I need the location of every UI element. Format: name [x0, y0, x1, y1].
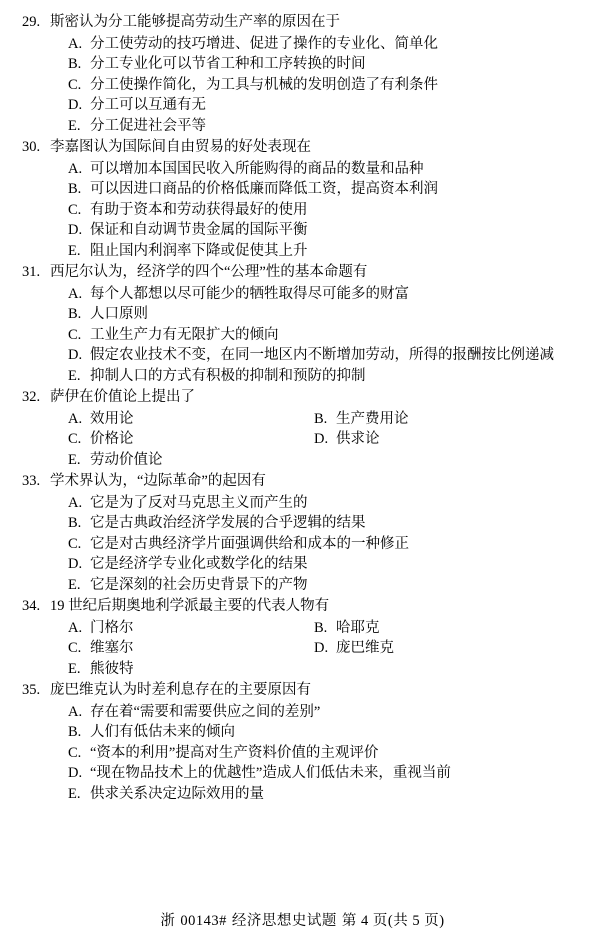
- option-text: 分工专业化可以节省工种和工序转换的时间: [90, 56, 366, 72]
- option-row: [22, 409, 583, 430]
- question-29: [22, 12, 583, 136]
- option-text: 分工可以互通有无: [90, 97, 206, 113]
- option-text: 价格论: [90, 431, 134, 447]
- option-text: 工业生产力有无限扩大的倾向: [90, 326, 279, 343]
- option-row: [22, 284, 583, 305]
- option-label: E.: [68, 451, 81, 468]
- question-number: 34.: [22, 598, 41, 614]
- option-label: A.: [68, 410, 83, 427]
- option-label: A.: [68, 494, 83, 511]
- option-b[interactable]: [68, 722, 235, 743]
- option-e[interactable]: [68, 366, 366, 387]
- option-row: [22, 75, 583, 96]
- option-text: 有助于资本和劳动获得最好的使用: [90, 201, 308, 218]
- option-b[interactable]: [314, 409, 583, 430]
- option-label: E.: [68, 660, 81, 677]
- option-d[interactable]: [314, 638, 583, 659]
- question-34: [22, 596, 583, 679]
- option-d[interactable]: [68, 220, 308, 241]
- option-label: A.: [68, 285, 83, 302]
- option-text: 效用论: [90, 410, 134, 427]
- option-row: [22, 784, 583, 805]
- option-list: [22, 618, 583, 680]
- option-text: 可以增加本国国民收入所能购得的商品的数量和品种: [90, 160, 424, 177]
- question-text: 西尼尔认为，经济学的四个“公理”性的基本命题有: [50, 264, 368, 280]
- question-text: 学术界认为，“边际革命”的起因有: [50, 473, 266, 489]
- option-label: D.: [314, 431, 329, 447]
- footer-province: 浙: [160, 913, 176, 929]
- option-text: 生产费用论: [336, 410, 409, 427]
- option-row: [22, 241, 583, 262]
- option-c[interactable]: [68, 429, 314, 450]
- option-row: [22, 325, 583, 346]
- option-list: [22, 702, 583, 805]
- option-row: [22, 429, 583, 450]
- option-c[interactable]: [68, 638, 314, 659]
- option-d[interactable]: [68, 95, 206, 116]
- option-text: 假定农业技术不变，在同一地区内不断增加劳动，所得的报酬按比例递减: [90, 347, 554, 363]
- option-text: 人们有低估未来的倾向: [90, 724, 235, 740]
- option-row: [22, 54, 583, 75]
- option-text: 它是经济学专业化或数学化的结果: [90, 556, 308, 572]
- question-text: 庞巴维克认为时差利息存在的主要原因有: [50, 682, 311, 698]
- option-label: B.: [314, 619, 328, 636]
- question-stem: [22, 137, 583, 158]
- option-text: “资本的利用”提高对生产资料价值的主观评价: [90, 744, 379, 761]
- option-text: 每个人都想以尽可能少的牺牲取得尽可能多的财富: [90, 285, 409, 302]
- question-stem: [22, 680, 583, 701]
- option-text: 可以因进口商品的价格低廉而降低工资，提高资本利润: [90, 181, 438, 197]
- option-list: [22, 159, 583, 262]
- option-a[interactable]: [68, 159, 424, 180]
- option-text: 供求关系决定边际效用的量: [90, 785, 264, 802]
- option-c[interactable]: [68, 534, 409, 555]
- option-text: 庞巴维克: [336, 640, 394, 656]
- option-text: 门格尔: [90, 619, 134, 636]
- option-text: 它是为了反对马克思主义而产生的: [90, 494, 308, 511]
- option-row: [22, 200, 583, 221]
- option-text: 分工使劳动的技巧增进、促进了操作的专业化、简单化: [90, 35, 438, 52]
- footer-course-code: 00143: [180, 913, 220, 929]
- option-row: [22, 702, 583, 723]
- option-b[interactable]: [68, 304, 148, 325]
- option-row: [22, 493, 583, 514]
- option-label: C.: [68, 201, 82, 218]
- footer-pagination: 第 4 页(共 5 页): [341, 913, 445, 929]
- option-label: E.: [68, 117, 81, 134]
- option-row: [22, 116, 583, 137]
- option-row: [22, 366, 583, 387]
- option-a[interactable]: [68, 34, 438, 55]
- option-c[interactable]: [68, 75, 438, 96]
- option-text: 它是古典政治经济学发展的合乎逻辑的结果: [90, 515, 366, 531]
- option-list: [22, 409, 583, 471]
- option-b[interactable]: [68, 179, 438, 200]
- option-row: [22, 554, 583, 575]
- option-e[interactable]: [68, 241, 308, 262]
- option-text: “现在物品技术上的优越性”造成人们低估未来，重视当前: [90, 765, 451, 781]
- option-row: [22, 534, 583, 555]
- option-text: 它是深刻的社会历史背景下的产物: [90, 576, 308, 593]
- option-label: E.: [68, 367, 81, 384]
- option-text: 哈耶克: [336, 619, 380, 636]
- question-stem: [22, 12, 583, 33]
- option-e[interactable]: [68, 659, 314, 680]
- question-number: 29.: [22, 14, 41, 30]
- option-label: E.: [68, 242, 81, 259]
- option-row: [22, 304, 583, 325]
- option-a[interactable]: [68, 702, 320, 723]
- option-label: B.: [68, 56, 82, 72]
- option-label: B.: [68, 724, 82, 740]
- option-label: A.: [68, 160, 83, 177]
- question-35: [22, 680, 583, 804]
- option-label: E.: [68, 576, 81, 593]
- question-30: [22, 137, 583, 261]
- option-label: D.: [68, 765, 83, 781]
- question-number: 31.: [22, 264, 41, 280]
- option-list: [22, 284, 583, 387]
- question-stem: [22, 471, 583, 492]
- question-stem: [22, 596, 583, 617]
- option-label: D.: [68, 222, 83, 238]
- option-label: B.: [68, 515, 82, 531]
- option-label: D.: [68, 347, 83, 363]
- option-text: 分工促进社会平等: [90, 117, 206, 134]
- option-a[interactable]: [68, 493, 308, 514]
- question-number: 33.: [22, 473, 41, 489]
- option-label: B.: [314, 410, 328, 427]
- option-label: E.: [68, 785, 81, 802]
- page-footer: [0, 909, 605, 930]
- option-list: [22, 493, 583, 596]
- option-row: [22, 450, 583, 471]
- option-row: [22, 220, 583, 241]
- option-label: A.: [68, 35, 83, 52]
- option-label: B.: [68, 181, 82, 197]
- option-d[interactable]: [314, 429, 583, 450]
- option-label: C.: [68, 431, 82, 447]
- option-b[interactable]: [314, 618, 583, 639]
- question-text: 19 世纪后期奥地利学派最主要的代表人物有: [50, 598, 330, 614]
- option-row: [22, 763, 583, 784]
- option-b[interactable]: [68, 54, 366, 75]
- option-text: 劳动价值论: [90, 451, 163, 468]
- option-d[interactable]: [68, 345, 554, 366]
- option-label: B.: [68, 306, 82, 322]
- option-d[interactable]: [68, 554, 308, 575]
- option-e[interactable]: [68, 784, 264, 805]
- question-text: 斯密认为分工能够提高劳动生产率的原因在于: [50, 14, 340, 30]
- option-text: 它是对古典经济学片面强调供给和成本的一种修正: [90, 535, 409, 552]
- option-row: [22, 34, 583, 55]
- question-number: 35.: [22, 682, 41, 698]
- option-row: [22, 513, 583, 534]
- question-stem: [22, 262, 583, 283]
- option-c[interactable]: [68, 200, 308, 221]
- option-e[interactable]: [68, 450, 314, 471]
- option-row: [22, 722, 583, 743]
- option-list: [22, 34, 583, 137]
- option-row: [22, 575, 583, 596]
- footer-title: 经济思想史试题: [231, 913, 337, 929]
- option-label: A.: [68, 703, 83, 720]
- option-label: D.: [68, 556, 83, 572]
- option-d[interactable]: [68, 763, 451, 784]
- option-e[interactable]: [68, 575, 308, 596]
- option-label: C.: [68, 326, 82, 343]
- option-c[interactable]: [68, 743, 378, 764]
- option-row: [22, 638, 583, 659]
- option-text: 抑制人口的方式有积极的抑制和预防的抑制: [90, 367, 366, 384]
- question-text: 李嘉图认为国际间自由贸易的好处表现在: [50, 139, 311, 155]
- option-a[interactable]: [68, 284, 409, 305]
- option-row: [22, 179, 583, 200]
- question-text: 萨伊在价值论上提出了: [50, 389, 195, 405]
- question-32: [22, 387, 583, 470]
- question-number: 32.: [22, 389, 41, 405]
- option-text: 熊彼特: [90, 660, 134, 677]
- option-row: [22, 345, 583, 366]
- option-text: 供求论: [336, 431, 380, 447]
- option-text: 人口原则: [90, 306, 148, 322]
- option-text: 分工使操作简化，为工具与机械的发明创造了有利条件: [90, 76, 438, 93]
- option-c[interactable]: [68, 325, 279, 346]
- option-e[interactable]: [68, 116, 206, 137]
- question-33: [22, 471, 583, 595]
- option-b[interactable]: [68, 513, 366, 534]
- option-label: D.: [68, 97, 83, 113]
- question-31: [22, 262, 583, 386]
- option-row: [22, 743, 583, 764]
- option-row: [22, 159, 583, 180]
- option-label: D.: [314, 640, 329, 656]
- option-text: 维塞尔: [90, 640, 134, 656]
- option-label: C.: [68, 744, 82, 761]
- option-text: 保证和自动调节贵金属的国际平衡: [90, 222, 308, 238]
- option-text: 存在着“需要和需要供应之间的差别”: [90, 703, 321, 720]
- option-text: 阻止国内利润率下降或促使其上升: [90, 242, 308, 259]
- option-label: C.: [68, 535, 82, 552]
- option-label: C.: [68, 76, 82, 93]
- option-label: C.: [68, 640, 82, 656]
- option-row: [22, 95, 583, 116]
- footer-mark: #: [219, 913, 227, 929]
- question-stem: [22, 387, 583, 408]
- option-a[interactable]: [68, 618, 314, 639]
- option-row: [22, 618, 583, 639]
- question-number: 30.: [22, 139, 41, 155]
- option-a[interactable]: [68, 409, 314, 430]
- option-row: [22, 659, 583, 680]
- option-label: A.: [68, 619, 83, 636]
